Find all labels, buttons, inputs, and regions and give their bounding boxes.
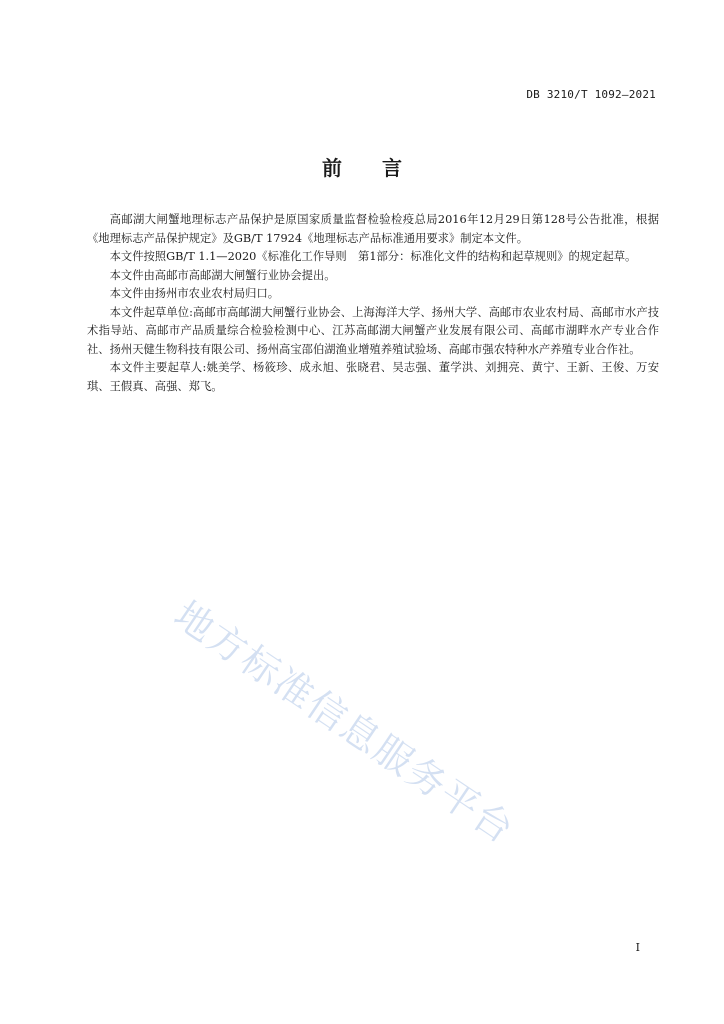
paragraph-approval: 高邮湖大闸蟹地理标志产品保护是原国家质量监督检验检疫总局2016年12月29日第128号公告批准，根据《地理标志产品保护规定》及GB/T 17924《地理标志产品标准通用要求》制定本文件。 bbox=[87, 213, 659, 245]
paragraph-centralized-unit: 本文件由扬州市农业农村局归口。 bbox=[109, 287, 280, 300]
paragraph-proposer: 本文件由高邮市高邮湖大闸蟹行业协会提出。 bbox=[109, 268, 336, 282]
title-char-1: 前 bbox=[322, 156, 342, 180]
watermark: 地方标准信息服务平台 bbox=[166, 592, 523, 853]
page-title bbox=[0, 152, 724, 181]
page-number: I bbox=[635, 941, 640, 954]
document-code: DB 3210/T 1092—2021 bbox=[526, 88, 656, 101]
paragraph-main-drafters: 本文件主要起草人:姚美学、杨筱珍、成永旭、张晓君、吴志强、董学洪、刘拥亮、黄宁、王新、王俊、万安琪、王假真、高强、郑飞。 bbox=[87, 361, 659, 393]
title-char-2: 言 bbox=[382, 156, 402, 180]
paragraph-drafting-units: 本文件起草单位:高邮市高邮湖大闸蟹行业协会、上海海洋大学、扬州大学、高邮市农业农村局、高邮市水产技术指导站、高邮市产品质量综合检验检测中心、江苏高邮湖大闸蟹产业发展有限公司、高邮市湖畔水产专业合作社、扬州天健生物科技有限公司、扬州高宝邵伯湖渔业增殖养殖试验场、高邮市强农特种水产养殖专业合作社。 bbox=[87, 305, 659, 356]
paragraph-drafting-rules: 本文件按照GB/T 1.1—2020《标准化工作导则 第1部分：标准化文件的结构和起草规则》的规定起草。 bbox=[109, 250, 637, 263]
foreword-body bbox=[87, 211, 659, 396]
